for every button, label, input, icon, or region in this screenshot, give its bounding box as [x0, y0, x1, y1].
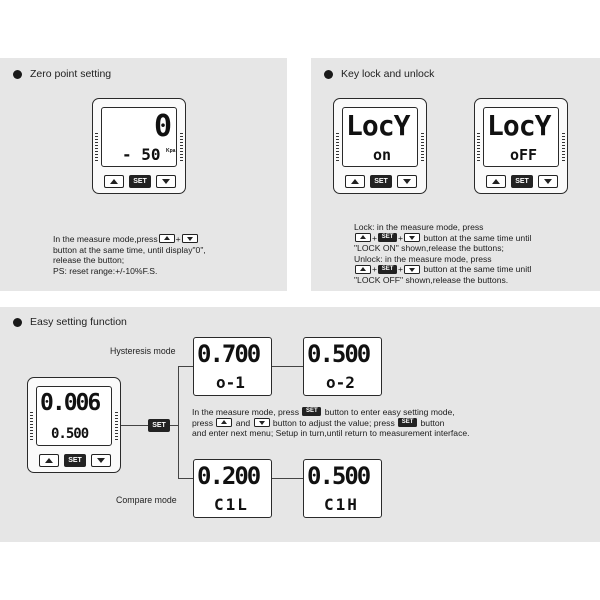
screen-main-readout: 0.500	[307, 462, 370, 490]
down-button[interactable]	[397, 175, 417, 188]
lock-instr-line5: + SET + button at the same time unitl	[354, 264, 531, 275]
compare-mode-label: Compare mode	[116, 495, 177, 505]
scale-right	[180, 133, 183, 161]
zero-device	[92, 98, 186, 194]
zero-instr-line2: button at the same time, until display"0",	[53, 244, 206, 255]
scale-right	[562, 133, 565, 161]
set-key-icon: SET	[378, 265, 397, 274]
screen-sub-readout: o-1	[216, 373, 245, 392]
hysteresis-screen-1	[193, 337, 272, 396]
down-button[interactable]	[538, 175, 558, 188]
up-arrow-icon	[351, 179, 359, 184]
up-arrow-icon	[110, 179, 118, 184]
lock-on-main-readout: LocY	[346, 109, 410, 142]
up-arrow-icon	[492, 179, 500, 184]
up-button[interactable]	[486, 175, 506, 188]
set-step-badge: SET	[148, 419, 170, 432]
set-button[interactable]	[511, 175, 533, 188]
zero-point-title: Zero point setting	[30, 68, 112, 80]
bullet-icon	[13, 70, 22, 79]
lock-off-main-readout: LocY	[487, 109, 551, 142]
bullet-icon	[13, 318, 22, 327]
down-key-icon	[404, 265, 420, 274]
lock-off-lcd	[483, 107, 559, 167]
hysteresis-mode-label: Hysteresis mode	[110, 346, 176, 356]
down-button[interactable]	[156, 175, 176, 188]
zero-main-readout: 0	[153, 109, 172, 144]
scale-left	[477, 133, 480, 161]
scale-right	[115, 412, 118, 440]
scale-left	[95, 133, 98, 161]
compare-screen-2	[303, 459, 382, 518]
down-key-icon	[404, 233, 420, 242]
set-key-icon: SET	[302, 407, 321, 416]
lock-on-sub-readout: on	[373, 146, 392, 164]
scale-left	[336, 133, 339, 161]
scale-left	[30, 412, 33, 440]
set-button[interactable]	[370, 175, 392, 188]
zero-unit: Kpa	[166, 148, 176, 154]
easy-instructions	[192, 407, 470, 439]
up-arrow-icon	[45, 458, 53, 463]
lock-off-device	[474, 98, 568, 194]
set-button[interactable]	[129, 175, 151, 188]
set-key-icon: SET	[378, 233, 397, 242]
down-arrow-icon	[97, 458, 105, 463]
lock-instr-line2: + SET + button at the same time until	[354, 233, 531, 244]
lock-instr-line3: "LOCK ON" shown,release the buttons;	[354, 243, 504, 254]
lock-instr-line4: Unlock: in the measure mode, press	[354, 253, 492, 264]
hysteresis-screen-2	[303, 337, 382, 396]
set-button-label: SET	[374, 178, 388, 185]
zero-instructions	[53, 234, 206, 276]
easy-setting-title: Easy setting function	[30, 316, 127, 328]
screen-main-readout: 0.700	[197, 340, 260, 368]
up-button[interactable]	[39, 454, 59, 467]
easy-instr-line2: press and button to adjust the value; press SET button	[192, 417, 445, 428]
down-key-icon	[182, 234, 198, 243]
connector-line	[178, 366, 179, 478]
screen-sub-readout: C1H	[324, 495, 359, 514]
zero-lcd	[101, 107, 177, 167]
zero-sub-readout: - 50	[122, 145, 161, 164]
easy-instr-line3: and enter next menu; Setup in turn,until return to measurement interface.	[192, 428, 470, 439]
lock-on-device	[333, 98, 427, 194]
easy-main-lcd	[36, 386, 112, 446]
connector-line	[170, 425, 178, 426]
lock-off-sub-readout: oFF	[510, 146, 538, 164]
connector-line	[178, 478, 193, 479]
easy-instr-line1: In the measure mode, press SET button to enter easy setting mode,	[192, 407, 455, 417]
down-key-icon	[254, 418, 270, 427]
up-button[interactable]	[104, 175, 124, 188]
screen-sub-readout: C1L	[214, 495, 249, 514]
up-key-icon	[216, 418, 232, 427]
set-button-label: SET	[68, 457, 82, 464]
bullet-icon	[324, 70, 333, 79]
easy-main-readout: 0.006	[40, 390, 100, 416]
up-button[interactable]	[345, 175, 365, 188]
connector-line	[272, 366, 303, 367]
lock-instr-line1: Lock: in the measure mode, press	[354, 222, 484, 232]
screen-sub-readout: o-2	[326, 373, 355, 392]
zero-instr-line4: PS: reset range:+/-10%F.S.	[53, 265, 158, 276]
connector-line	[178, 366, 193, 367]
screen-main-readout: 0.200	[197, 462, 260, 490]
easy-sub-readout: 0.500	[51, 426, 89, 442]
zero-instr-line1: In the measure mode,press +	[53, 234, 206, 245]
set-button-label: SET	[515, 178, 529, 185]
compare-screen-1	[193, 459, 272, 518]
down-arrow-icon	[403, 179, 411, 184]
zero-instr-line3: release the button;	[53, 255, 125, 266]
key-lock-instructions	[354, 222, 531, 286]
up-key-icon	[355, 233, 371, 242]
down-button[interactable]	[91, 454, 111, 467]
set-button[interactable]	[64, 454, 86, 467]
key-lock-title: Key lock and unlock	[341, 68, 435, 80]
easy-main-device	[27, 377, 121, 473]
up-key-icon	[159, 234, 175, 243]
screen-main-readout: 0.500	[307, 340, 370, 368]
lock-on-lcd	[342, 107, 418, 167]
scale-right	[421, 133, 424, 161]
connector-line	[272, 478, 303, 479]
connector-line	[121, 425, 148, 426]
down-arrow-icon	[162, 179, 170, 184]
lock-instr-line6: "LOCK OFF" shown,release the buttons.	[354, 274, 509, 285]
set-button-label: SET	[133, 178, 147, 185]
down-arrow-icon	[544, 179, 552, 184]
set-key-icon: SET	[398, 418, 417, 427]
up-key-icon	[355, 265, 371, 274]
